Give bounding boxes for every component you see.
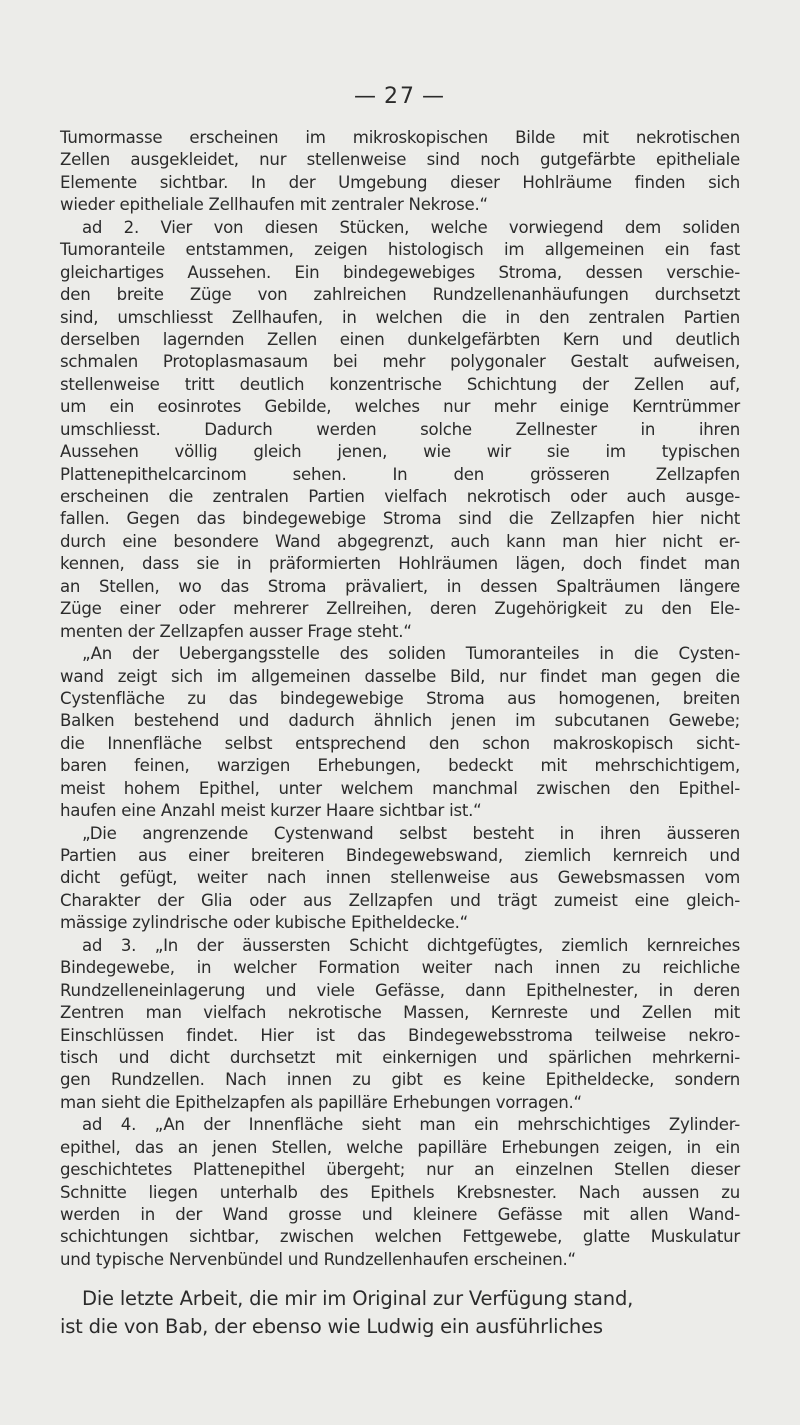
text-line: werden in der Wand grosse und kleinere Gefässe mit allen Wand- <box>60 1205 740 1224</box>
text-line: gleichartiges Aussehen. Ein bindegewebiges Stroma, dessen verschie- <box>60 262 740 282</box>
text-line: und typische Nervenbündel und Rundzellenhaufen erscheinen.“ <box>60 1249 576 1269</box>
text-line: geschichtetes Plattenepithel übergeht; nur an einzelnen Stellen dieser <box>60 1160 740 1180</box>
text-line: an Stellen, wo das Stroma prävaliert, in dessen Spalträumen längere <box>60 576 740 596</box>
text-line: fallen. Gegen das bindegewebige Stroma sind die Zellzapfen hier nicht <box>60 509 740 529</box>
text-line: Balken bestehend und dadurch ähnlich jenen im subcutanen Gewebe; <box>60 711 740 731</box>
text-line: um ein eosinrotes Gebilde, welches nur mehr einige Kerntrümmer <box>60 397 740 417</box>
text-line: haufen eine Anzahl meist kurzer Haare sichtbar ist.“ <box>60 801 482 821</box>
text-line: wand zeigt sich im allgemeinen dasselbe Bild, nur findet man gegen die <box>60 666 740 686</box>
text-line: ad 3. „In der äussersten Schicht dichtgefügtes, ziemlich kernreiches <box>82 935 740 955</box>
text-line: „Die angrenzende Cystenwand selbst besteht in ihren äusseren <box>82 823 740 843</box>
text-line: Einschlüssen findet. Hier ist das Bindegewebsstroma teilweise nekro- <box>60 1025 740 1045</box>
text-line: ad 4. „An der Innenfläche sieht man ein mehrschichtiges Zylinder- <box>82 1115 740 1135</box>
text-line: tisch und dicht durchsetzt mit einkernigen und spärlichen mehrkerni- <box>60 1047 740 1067</box>
final-text-line: ist die von Bab, der ebenso wie Ludwig ein ausführliches <box>60 1315 603 1339</box>
body-text <box>60 127 740 1271</box>
text-line: wieder epitheliale Zellhaufen mit zentraler Nekrose.“ <box>60 195 488 215</box>
text-line: schmalen Protoplasmasaum bei mehr polygonaler Gestalt aufweisen, <box>60 352 740 372</box>
text-line: meist hohem Epithel, unter welchem manchmal zwischen den Epithel- <box>60 778 740 798</box>
text-line: epithel, das an jenen Stellen, welche papilläre Erhebungen zeigen, in ein <box>60 1137 740 1157</box>
text-line: kennen, dass sie in präformierten Hohlräumen lägen, doch findet man <box>60 554 740 574</box>
text-line: den breite Züge von zahlreichen Rundzellenanhäufungen durchsetzt <box>60 285 740 305</box>
text-line: Elemente sichtbar. In der Umgebung dieser Hohlräume finden sich <box>60 172 740 192</box>
paragraph-p2 <box>60 217 740 643</box>
text-line: Zentren man vielfach nekrotische Massen, Kernreste und Zellen mit <box>60 1003 740 1023</box>
text-line: „An der Uebergangsstelle des soliden Tumoranteiles in die Cysten- <box>82 644 740 664</box>
text-line: Zellen ausgekleidet, nur stellenweise sind noch gutgefärbte epitheliale <box>60 150 740 170</box>
text-line: Bindegewebe, in welcher Formation weiter nach innen zu reichliche <box>60 958 740 978</box>
book-page <box>60 84 740 1341</box>
text-line: schichtungen sichtbar, zwischen welchen Fettgewebe, glatte Muskulatur <box>60 1227 740 1247</box>
paragraph-p5 <box>60 935 740 1115</box>
page-number: — 27 — <box>354 84 446 109</box>
text-line: Tumormasse erscheinen im mikroskopischen Bilde mit nekrotischen <box>60 128 740 147</box>
text-line: Aussehen völlig gleich jenen, wie wir sie im typischen <box>60 442 740 462</box>
text-line: Charakter der Glia oder aus Zellzapfen und trägt zumeist eine gleich- <box>60 890 740 910</box>
text-line: baren feinen, warzigen Erhebungen, bedeckt mit mehrschichtigem, <box>60 756 740 776</box>
text-line: Cystenfläche zu das bindegewebige Stroma aus homogenen, breiten <box>60 688 740 708</box>
text-line: stellenweise tritt deutlich konzentrische Schichtung der Zellen auf, <box>60 374 740 394</box>
text-line: Rundzelleneinlagerung und viele Gefässe, dann Epithelnester, in deren <box>60 980 740 1000</box>
text-line: derselben lagernden Zellen einen dunkelgefärbten Kern und deutlich <box>60 329 740 349</box>
text-line: gen Rundzellen. Nach innen zu gibt es keine Epitheldecke, sondern <box>60 1070 740 1090</box>
text-line: man sieht die Epithelzapfen als papilläre Erhebungen vorragen.“ <box>60 1092 582 1112</box>
text-line: dicht gefügt, weiter nach innen stellenweise aus Gewebsmassen vom <box>60 868 740 888</box>
paragraph-p3 <box>60 643 740 823</box>
paragraph-p6 <box>60 1114 740 1271</box>
paragraph-p1 <box>60 127 740 217</box>
text-line: ad 2. Vier von diesen Stücken, welche vorwiegend dem soliden <box>82 217 740 237</box>
text-line: Plattenepithelcarcinom sehen. In den grösseren Zellzapfen <box>60 464 740 484</box>
text-line: Tumoranteile entstammen, zeigen histologisch im allgemeinen ein fast <box>60 240 740 260</box>
text-line: sind, umschliesst Zellhaufen, in welchen die in den zentralen Partien <box>60 307 740 327</box>
text-line: mässige zylindrische oder kubische Epitheldecke.“ <box>60 913 468 933</box>
final-text-line: Die letzte Arbeit, die mir im Original zur Verfügung stand, <box>82 1287 634 1311</box>
text-line: Züge einer oder mehrerer Zellreihen, deren Zugehörigkeit zu den Ele- <box>60 599 740 619</box>
text-line: Partien aus einer breiteren Bindegewebswand, ziemlich kernreich und <box>60 846 740 865</box>
final-paragraph <box>60 1285 740 1341</box>
text-line: Schnitte liegen unterhalb des Epithels Krebsnester. Nach aussen zu <box>60 1182 740 1202</box>
text-line: durch eine besondere Wand abgegrenzt, auch kann man hier nicht er- <box>60 531 740 551</box>
text-line: menten der Zellzapfen ausser Frage steht.“ <box>60 621 412 641</box>
text-line: die Innenfläche selbst entsprechend den schon makroskopisch sicht- <box>60 733 740 753</box>
paragraph-p4 <box>60 823 740 935</box>
text-line: erscheinen die zentralen Partien vielfach nekrotisch oder auch ausge- <box>60 487 740 506</box>
text-line: umschliesst. Dadurch werden solche Zellnester in ihren <box>60 419 740 439</box>
